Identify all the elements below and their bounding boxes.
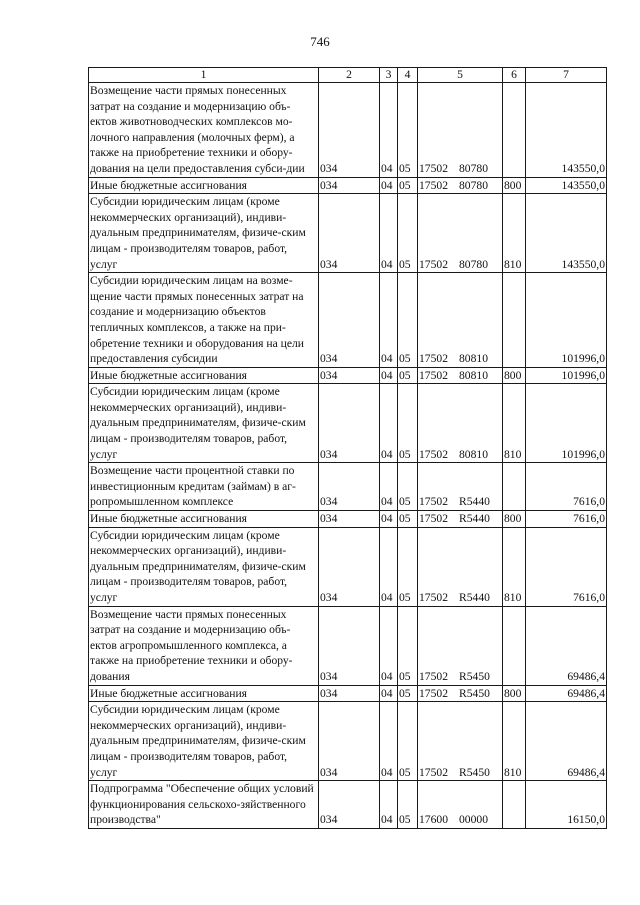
subsection-code-cell: 05 bbox=[398, 384, 418, 463]
target-article-cell bbox=[418, 83, 503, 178]
expense-name-cell: Субсидии юридическим лицам на возме-щение части прямых понесенных затрат на создание и модернизацию объектов тепличных комплексов, а также на при-обретение техники и оборудования на цели предоставления субсидии bbox=[89, 273, 319, 368]
expense-type-cell: 810 bbox=[503, 527, 526, 606]
expense-name-cell: Иные бюджетные ассигнования bbox=[89, 177, 319, 194]
subsection-code-cell: 05 bbox=[398, 781, 418, 829]
ministry-code-cell: 034 bbox=[319, 273, 380, 368]
program-code: 17502 bbox=[419, 669, 448, 683]
table-row bbox=[89, 463, 607, 511]
column-header: 7 bbox=[526, 68, 607, 83]
expense-type-cell: 810 bbox=[503, 384, 526, 463]
section-code-cell: 04 bbox=[380, 367, 398, 384]
amount-cell: 101996,0 bbox=[526, 273, 607, 368]
direction-code: R5450 bbox=[459, 669, 490, 683]
target-article-cell bbox=[418, 527, 503, 606]
target-article-cell bbox=[418, 702, 503, 781]
direction-code: R5450 bbox=[459, 765, 490, 779]
column-header: 6 bbox=[503, 68, 526, 83]
expense-type-cell: 800 bbox=[503, 511, 526, 528]
column-header: 4 bbox=[398, 68, 418, 83]
budget-table bbox=[88, 67, 607, 829]
program-code: 17502 bbox=[419, 368, 448, 382]
program-code: 17600 bbox=[419, 813, 448, 827]
direction-code: 80810 bbox=[459, 368, 488, 382]
table-row bbox=[89, 273, 607, 368]
expense-name-cell: Иные бюджетные ассигнования bbox=[89, 685, 319, 702]
target-article-cell bbox=[418, 781, 503, 829]
target-article-cell bbox=[418, 511, 503, 528]
section-code-cell: 04 bbox=[380, 606, 398, 685]
section-code-cell: 04 bbox=[380, 527, 398, 606]
program-code: 17502 bbox=[419, 257, 448, 271]
subsection-code-cell: 05 bbox=[398, 702, 418, 781]
ministry-code-cell: 034 bbox=[319, 463, 380, 511]
expense-name-cell: Иные бюджетные ассигнования bbox=[89, 367, 319, 384]
target-article-cell bbox=[418, 685, 503, 702]
expense-name-cell: Возмещение части прямых понесенных затрат на создание и модернизацию объ-ектов агропромышленного комплекса, а также на приобретение техники и обору-дования bbox=[89, 606, 319, 685]
subsection-code-cell: 05 bbox=[398, 273, 418, 368]
direction-code: 80810 bbox=[459, 447, 488, 461]
table-row bbox=[89, 527, 607, 606]
ministry-code-cell: 034 bbox=[319, 511, 380, 528]
target-article-cell bbox=[418, 367, 503, 384]
section-code-cell: 04 bbox=[380, 273, 398, 368]
expense-name-cell: Субсидии юридическим лицам (кроме некоммерческих организаций), индиви-дуальным предпринимателям, физиче-ским лицам - производителям товаров, работ, услуг bbox=[89, 194, 319, 273]
amount-cell: 101996,0 bbox=[526, 384, 607, 463]
target-article-cell bbox=[418, 194, 503, 273]
column-header: 1 bbox=[89, 68, 319, 83]
table-row bbox=[89, 177, 607, 194]
subsection-code-cell: 05 bbox=[398, 177, 418, 194]
table-row bbox=[89, 511, 607, 528]
amount-cell: 16150,0 bbox=[526, 781, 607, 829]
expense-type-cell bbox=[503, 463, 526, 511]
direction-code: 00000 bbox=[459, 813, 488, 827]
expense-type-cell bbox=[503, 606, 526, 685]
table-row bbox=[89, 83, 607, 178]
subsection-code-cell: 05 bbox=[398, 83, 418, 178]
subsection-code-cell: 05 bbox=[398, 527, 418, 606]
expense-type-cell bbox=[503, 83, 526, 178]
table-row bbox=[89, 702, 607, 781]
table-row bbox=[89, 685, 607, 702]
section-code-cell: 04 bbox=[380, 194, 398, 273]
section-code-cell: 04 bbox=[380, 685, 398, 702]
target-article-cell bbox=[418, 606, 503, 685]
direction-code: 80780 bbox=[459, 161, 488, 175]
amount-cell: 7616,0 bbox=[526, 527, 607, 606]
subsection-code-cell: 05 bbox=[398, 194, 418, 273]
section-code-cell: 04 bbox=[380, 511, 398, 528]
expense-type-cell bbox=[503, 273, 526, 368]
ministry-code-cell: 034 bbox=[319, 702, 380, 781]
expense-name-cell: Подпрограмма "Обеспечение общих условий функционирования сельскохо-зяйственного производства" bbox=[89, 781, 319, 829]
expense-name-cell: Иные бюджетные ассигнования bbox=[89, 511, 319, 528]
subsection-code-cell: 05 bbox=[398, 606, 418, 685]
expense-type-cell bbox=[503, 781, 526, 829]
section-code-cell: 04 bbox=[380, 463, 398, 511]
amount-cell: 143550,0 bbox=[526, 194, 607, 273]
expense-name-cell: Возмещение части прямых понесенных затрат на создание и модернизацию объ-ектов животноводческих комплексов мо-лочного направления (молочных ферм), а также на приобретение техники и обору-дования на цели предоставления субси-дии bbox=[89, 83, 319, 178]
ministry-code-cell: 034 bbox=[319, 685, 380, 702]
section-code-cell: 04 bbox=[380, 177, 398, 194]
program-code: 17502 bbox=[419, 591, 448, 604]
expense-type-cell: 810 bbox=[503, 702, 526, 781]
expense-type-cell: 810 bbox=[503, 194, 526, 273]
program-code: 17502 bbox=[419, 178, 448, 192]
expense-name-cell: Субсидии юридическим лицам (кроме некоммерческих организаций), индиви-дуальным предпринимателям, физиче-ским лицам - производителям товаров, работ, услуг bbox=[89, 702, 319, 781]
amount-cell: 143550,0 bbox=[526, 83, 607, 178]
amount-cell: 7616,0 bbox=[526, 511, 607, 528]
section-code-cell: 04 bbox=[380, 83, 398, 178]
program-code: 17502 bbox=[419, 447, 448, 461]
amount-cell: 69486,4 bbox=[526, 702, 607, 781]
amount-cell: 69486,4 bbox=[526, 685, 607, 702]
table-row bbox=[89, 606, 607, 685]
program-code: 17502 bbox=[419, 495, 448, 509]
section-code-cell: 04 bbox=[380, 781, 398, 829]
expense-name-cell: Субсидии юридическим лицам (кроме некоммерческих организаций), индиви-дуальным предпринимателям, физиче-ским лицам - производителям товаров, работ, услуг bbox=[89, 384, 319, 463]
program-code: 17502 bbox=[419, 686, 448, 700]
direction-code: R5440 bbox=[459, 591, 490, 604]
direction-code: R5450 bbox=[459, 686, 490, 700]
target-article-cell bbox=[418, 273, 503, 368]
ministry-code-cell: 034 bbox=[319, 781, 380, 829]
ministry-code-cell: 034 bbox=[319, 367, 380, 384]
table-header-row bbox=[89, 68, 607, 83]
table-row bbox=[89, 194, 607, 273]
table-row bbox=[89, 367, 607, 384]
direction-code: 80780 bbox=[459, 178, 488, 192]
expense-type-cell: 800 bbox=[503, 367, 526, 384]
program-code: 17502 bbox=[419, 352, 448, 366]
expense-type-cell: 800 bbox=[503, 685, 526, 702]
amount-cell: 7616,0 bbox=[526, 463, 607, 511]
ministry-code-cell: 034 bbox=[319, 177, 380, 194]
table-row bbox=[89, 781, 607, 829]
subsection-code-cell: 05 bbox=[398, 511, 418, 528]
target-article-cell bbox=[418, 463, 503, 511]
column-header: 3 bbox=[380, 68, 398, 83]
direction-code: R5440 bbox=[459, 512, 490, 526]
section-code-cell: 04 bbox=[380, 702, 398, 781]
ministry-code-cell: 034 bbox=[319, 384, 380, 463]
table-row bbox=[89, 384, 607, 463]
column-header: 2 bbox=[319, 68, 380, 83]
ministry-code-cell: 034 bbox=[319, 194, 380, 273]
ministry-code-cell: 034 bbox=[319, 606, 380, 685]
page-number: 746 bbox=[310, 34, 330, 49]
program-code: 17502 bbox=[419, 161, 448, 175]
target-article-cell bbox=[418, 177, 503, 194]
expense-type-cell: 800 bbox=[503, 177, 526, 194]
expense-name-cell: Субсидии юридическим лицам (кроме некоммерческих организаций), индиви-дуальным предпринимателям, физиче-ским лицам - производителям товаров, работ, услуг bbox=[89, 527, 319, 606]
subsection-code-cell: 05 bbox=[398, 685, 418, 702]
amount-cell: 69486,4 bbox=[526, 606, 607, 685]
amount-cell: 143550,0 bbox=[526, 177, 607, 194]
ministry-code-cell: 034 bbox=[319, 83, 380, 178]
ministry-code-cell: 034 bbox=[319, 527, 380, 606]
program-code: 17502 bbox=[419, 512, 448, 526]
section-code-cell: 04 bbox=[380, 384, 398, 463]
program-code: 17502 bbox=[419, 765, 448, 779]
direction-code: 80810 bbox=[459, 352, 488, 366]
subsection-code-cell: 05 bbox=[398, 367, 418, 384]
target-article-cell bbox=[418, 384, 503, 463]
column-header: 5 bbox=[418, 68, 503, 83]
direction-code: R5440 bbox=[459, 495, 490, 509]
subsection-code-cell: 05 bbox=[398, 463, 418, 511]
expense-name-cell: Возмещение части процентной ставки по инвестиционным кредитам (займам) в аг-ропромышленном комплексе bbox=[89, 463, 319, 511]
amount-cell: 101996,0 bbox=[526, 367, 607, 384]
direction-code: 80780 bbox=[459, 257, 488, 271]
